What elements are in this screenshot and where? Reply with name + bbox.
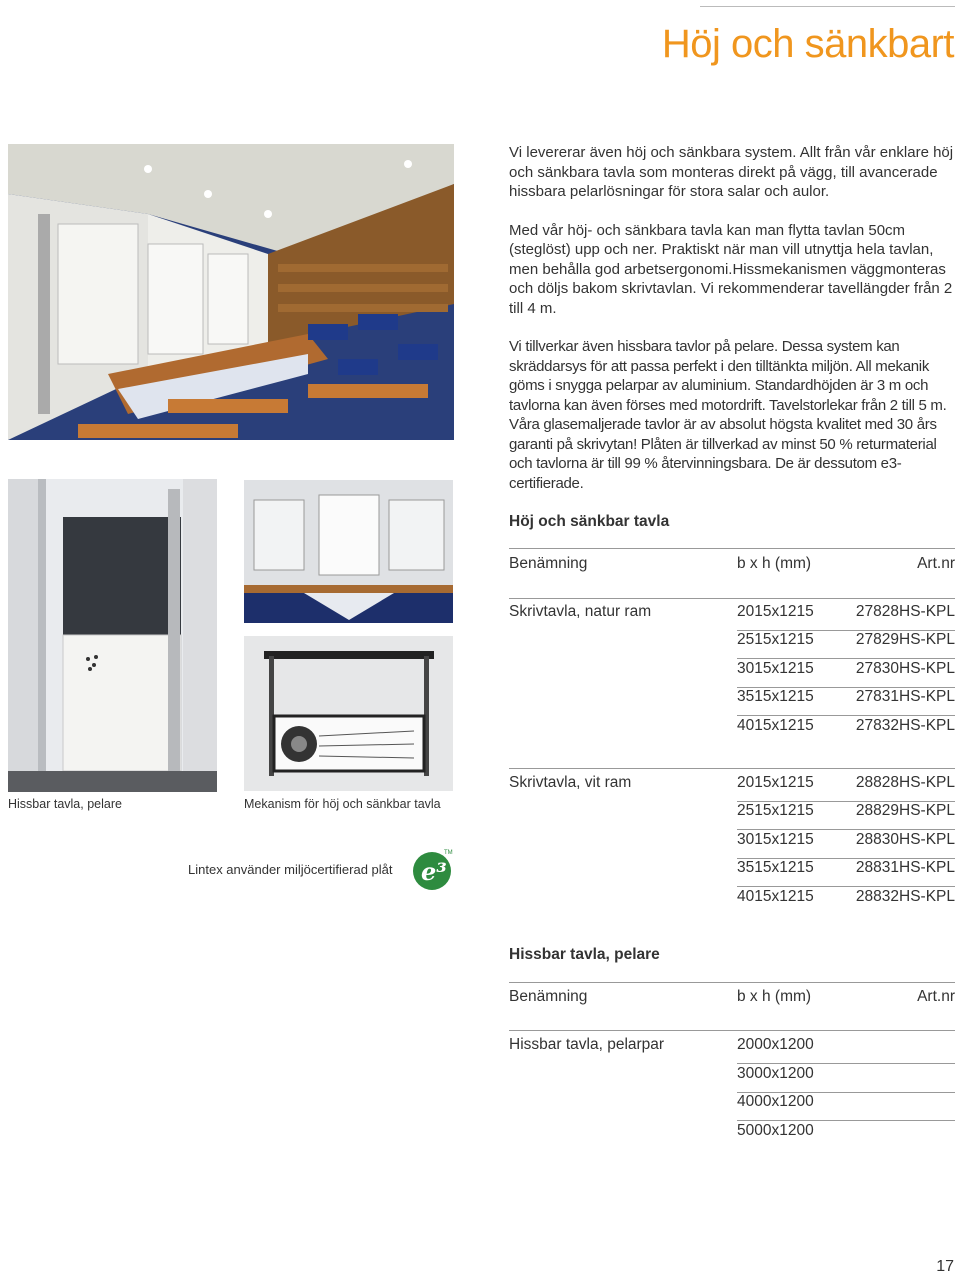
- product-art-nr: 27832HS-KPL: [855, 716, 955, 734]
- product-size: 2015x1215: [737, 603, 814, 620]
- caption-pillar: Hissbar tavla, pelare: [8, 797, 122, 811]
- product-art-nr: 27828HS-KPL: [855, 603, 955, 620]
- product-art-nr: 28829HS-KPL: [855, 802, 955, 820]
- table-row: [509, 688, 955, 716]
- table-row: [509, 831, 955, 859]
- product-art-nr: 28830HS-KPL: [855, 830, 955, 848]
- product-name: Hissbar tavla, pelarpar: [509, 1036, 665, 1053]
- table1-group-rule: [509, 768, 955, 769]
- e3-logo: [412, 846, 454, 892]
- product-size: 3515x1215: [737, 688, 814, 706]
- page-title: Höj och sänkbart: [661, 22, 954, 66]
- table-row: [509, 888, 955, 916]
- hall-board-photo: [244, 480, 453, 623]
- intro-paragraph-3: Vi tillverkar även hissbara tavlor på pelare. Dessa system kan skräddarsys för att passa perfekt i den tilltänkta miljön. All mekanik göms i snygga pelarpar av aluminium. Standardhöjden är 3 m och tavlorna kan även förses med motordrift. Tavelstorlekar från 2 till 5 m. Våra glasemaljerade tavlor är av absolut högsta kvalitet med 30 års garanti på skrivytan! Plåten är tillverkad av minst 50 % returmaterial och tavlorna är till 99 % återvinningsbara. De är dessutom e3-certifierade.: [509, 338, 947, 492]
- product-size: 2015x1215: [737, 774, 814, 791]
- table2-header-row: [509, 988, 955, 1016]
- table-row: [509, 660, 955, 688]
- pillar-board-photo: [8, 479, 217, 792]
- caption-mechanism: Mekanism för höj och sänkbar tavla: [244, 797, 441, 811]
- intro-text: [509, 143, 957, 493]
- eco-text: Lintex använder miljöcertifierad plåt: [188, 862, 393, 877]
- product-size: 3515x1215: [737, 859, 814, 877]
- mechanism-photo: [244, 636, 453, 791]
- table1-top-rule: [509, 548, 955, 549]
- table2-top-rule: [509, 982, 955, 983]
- product-size: 3015x1215: [737, 659, 814, 677]
- table-row: [509, 1065, 955, 1093]
- table-row: [509, 1036, 955, 1064]
- table-row: [509, 774, 955, 802]
- table-row: [509, 631, 955, 659]
- e3-logo-text: e³: [421, 857, 447, 886]
- table1-col-art: Art.nr: [917, 555, 955, 572]
- table-row: [509, 859, 955, 887]
- table-row: [509, 1093, 955, 1121]
- intro-paragraph-1: Vi levererar även höj och sänkbara system. Allt från vår enklare höj och sänkbara tavla som monteras direkt på vägg, till avancerade hissbara pelarlösningar för stora salar och aulor.: [509, 144, 954, 200]
- product-art-nr: 27831HS-KPL: [855, 688, 955, 706]
- table1-heading: Höj och sänkbar tavla: [509, 513, 670, 530]
- product-name: Skrivtavla, natur ram: [509, 603, 652, 620]
- product-size: 2515x1215: [737, 631, 814, 649]
- lecture-hall-photo: [8, 144, 454, 440]
- table2-col-size: b x h (mm): [737, 988, 812, 1005]
- table-row: [509, 1122, 955, 1150]
- product-art-nr: 28832HS-KPL: [855, 887, 955, 905]
- product-size: 5000x1200: [737, 1121, 814, 1139]
- table2-heading: Hissbar tavla, pelare: [509, 946, 660, 963]
- table1-col-size: b x h (mm): [737, 555, 812, 572]
- page-number: 17: [936, 1258, 954, 1275]
- product-art-nr: 27829HS-KPL: [855, 631, 955, 649]
- table-row: [509, 717, 955, 745]
- table1-header-rule: [509, 598, 955, 599]
- table-row: [509, 802, 955, 830]
- e3-logo-tm: TM: [444, 850, 453, 856]
- table2-header-rule: [509, 1030, 955, 1031]
- product-size: 3015x1215: [737, 830, 814, 848]
- product-art-nr: 27830HS-KPL: [855, 659, 955, 677]
- table-row: [509, 603, 955, 631]
- product-size: 4015x1215: [737, 887, 814, 905]
- table2-col-art: Art.nr: [917, 988, 955, 1005]
- table2-col-name: Benämning: [509, 988, 588, 1005]
- table1-header-row: [509, 555, 955, 583]
- product-size: 3000x1200: [737, 1064, 814, 1082]
- intro-paragraph-2: Med vår höj- och sänkbara tavla kan man flytta tavlan 50cm (steglöst) upp och ner. Praktiskt när man vill utnyttja hela tavlan, men behålla god arbetsergonomi.Hissmekanismen väggmonteras och döljs bakom skrivtavlan. Vi rekommenderar tavellängder från 2 till 4 m.: [509, 221, 953, 317]
- product-size: 2000x1200: [737, 1036, 814, 1053]
- product-art-nr: 28831HS-KPL: [855, 859, 955, 877]
- top-rule: [700, 6, 955, 7]
- product-name: Skrivtavla, vit ram: [509, 774, 632, 791]
- product-size: 4015x1215: [737, 716, 814, 734]
- product-size: 4000x1200: [737, 1093, 814, 1110]
- product-art-nr: 28828HS-KPL: [855, 774, 955, 791]
- table1-col-name: Benämning: [509, 555, 588, 572]
- product-size: 2515x1215: [737, 802, 814, 820]
